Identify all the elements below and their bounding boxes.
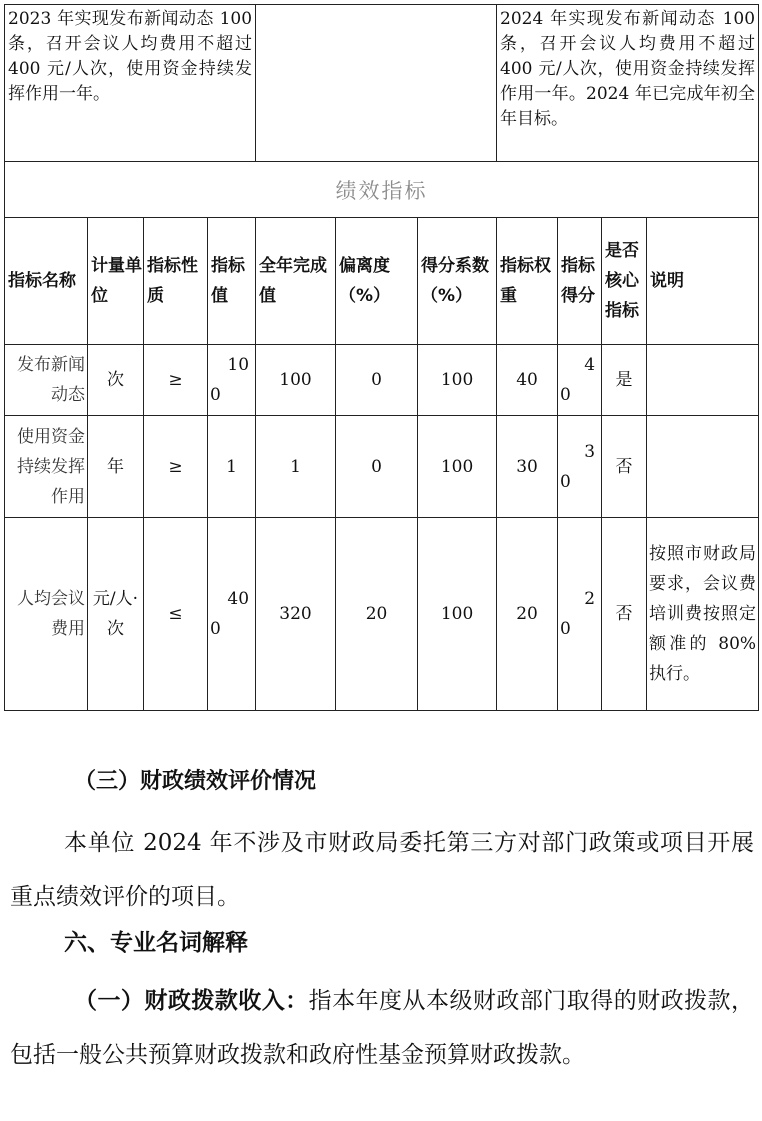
header-nature: 指标性质	[144, 218, 208, 345]
header-score: 指标得分	[558, 218, 602, 345]
row-score-part-a: 2	[584, 589, 596, 609]
row-value	[208, 518, 256, 711]
row-core: 是	[602, 345, 647, 416]
header-core: 是否核心指标	[602, 218, 647, 345]
goal-2023-text: 2023 年实现发布新闻动态 100 条，召开会议人均费用不超过 400 元/人次，使用资金持续发挥作用一年。	[8, 9, 253, 104]
goal-2023-cell	[5, 5, 256, 162]
header-score-coef: 得分系数（%）	[418, 218, 497, 345]
row-score	[558, 416, 602, 518]
row-weight: 30	[497, 416, 558, 518]
row-name: 使用资金持续发挥作用	[5, 416, 88, 518]
row-note: 按照市财政局要求，会议费培训费按照定额准的 80%执行。	[647, 518, 759, 711]
row-weight: 20	[497, 518, 558, 711]
row-name: 发布新闻动态	[5, 345, 88, 416]
row-score-coef: 100	[418, 518, 497, 711]
row-value-part-a: 40	[227, 589, 250, 609]
section6-item1-label: （一）财政拨款收入：	[74, 988, 309, 1014]
row-value-part-b: 0	[210, 385, 221, 405]
row-unit: 次	[88, 345, 144, 416]
row-value: 1	[208, 416, 256, 518]
row-deviation: 0	[336, 345, 418, 416]
row-actual: 320	[256, 518, 336, 711]
row-note	[647, 345, 759, 416]
row-unit: 元/人·次	[88, 518, 144, 711]
performance-title: 绩效指标	[5, 162, 759, 218]
row-score-part-a: 4	[584, 355, 596, 375]
performance-table	[4, 4, 759, 711]
row-value-part-b: 0	[210, 619, 221, 639]
header-weight: 指标权重	[497, 218, 558, 345]
table-row	[5, 416, 759, 518]
row-nature: ≤	[144, 518, 208, 711]
row-actual: 1	[256, 416, 336, 518]
row-score	[558, 345, 602, 416]
row-nature: ≥	[144, 345, 208, 416]
row-score-part-b: 0	[560, 471, 571, 492]
row-actual: 100	[256, 345, 336, 416]
row-core: 否	[602, 416, 647, 518]
section6-item1	[10, 974, 754, 1082]
table-row	[5, 518, 759, 711]
header-value: 指标值	[208, 218, 256, 345]
section6-heading: 六、专业名词解释	[64, 930, 248, 956]
section3-body: 本单位 2024 年不涉及市财政局委托第三方对部门政策或项目开展重点绩效评价的项目。	[10, 830, 754, 910]
table-row	[5, 345, 759, 416]
header-note: 说明	[647, 218, 759, 345]
section3-heading: （三）财政绩效评价情况	[74, 769, 317, 794]
row-score-part-b: 0	[560, 619, 571, 639]
row-core: 否	[602, 518, 647, 711]
row-note	[647, 416, 759, 518]
goal-2024-text: 2024 年实现发布新闻动态 100 条，召开会议人均费用不超过 400 元/人次，使用资金持续发挥作用一年。2024 年已完成年初全年目标。	[500, 9, 756, 129]
row-score-part-b: 0	[560, 385, 571, 405]
row-weight: 40	[497, 345, 558, 416]
goal-2024-cell	[497, 5, 759, 162]
row-name: 人均会议费用	[5, 518, 88, 711]
row-score-part-a: 3	[584, 441, 596, 462]
row-deviation: 20	[336, 518, 418, 711]
row-nature: ≥	[144, 416, 208, 518]
row-score	[558, 518, 602, 711]
header-actual: 全年完成值	[256, 218, 336, 345]
row-unit: 年	[88, 416, 144, 518]
blank-cell	[256, 5, 497, 162]
row-value	[208, 345, 256, 416]
header-unit: 计量单位	[88, 218, 144, 345]
row-deviation: 0	[336, 416, 418, 518]
section6-item1-body: 指本年度从本级财政部门取得的财政拨款，包括一般公共预算财政拨款和政府性基金预算财政拨款。	[10, 988, 755, 1068]
row-score-coef: 100	[418, 416, 497, 518]
header-deviation: 偏离度（%）	[336, 218, 418, 345]
row-score-coef: 100	[418, 345, 497, 416]
header-name: 指标名称	[5, 218, 88, 345]
row-value-part-a: 10	[227, 355, 250, 375]
